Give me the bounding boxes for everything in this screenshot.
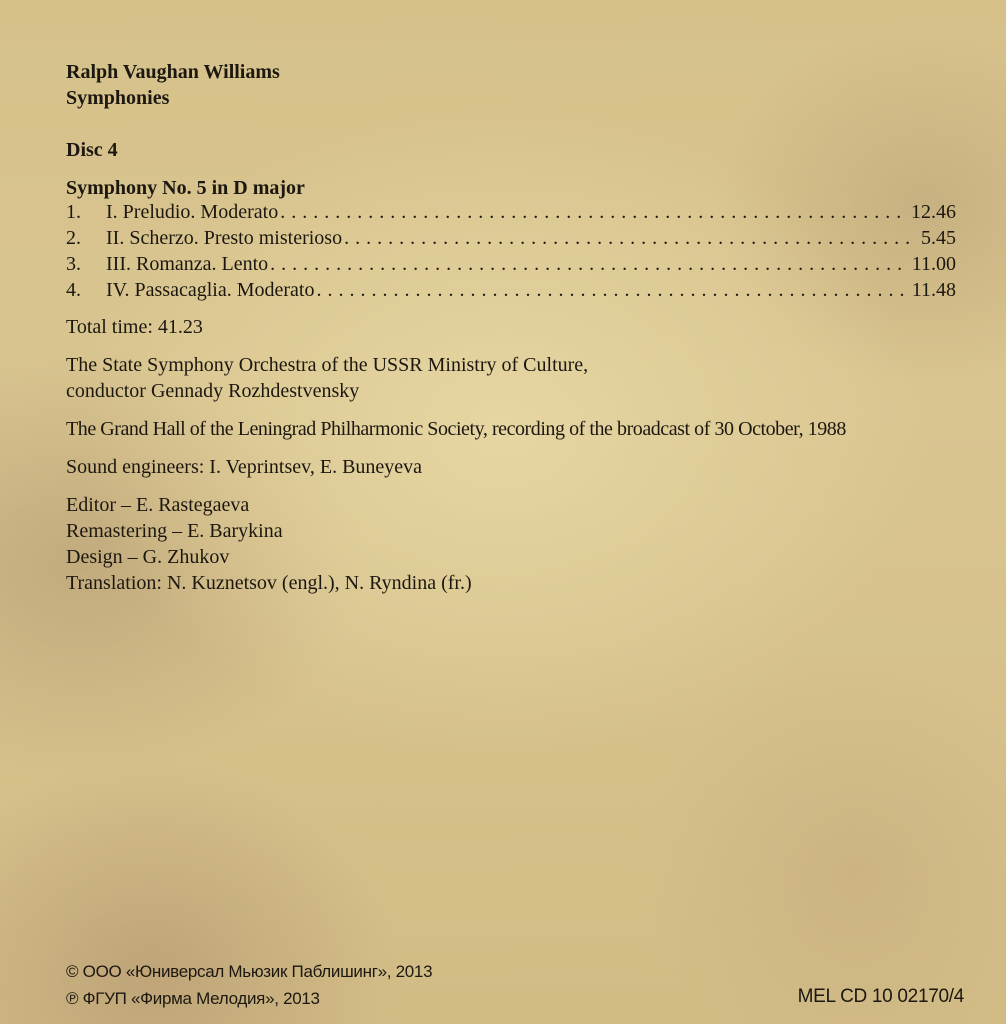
composer-name: Ralph Vaughan Williams <box>66 61 280 83</box>
dot-leader <box>316 277 907 303</box>
track-number: 3. <box>66 253 81 275</box>
track-row <box>66 277 956 303</box>
performers <box>66 352 588 404</box>
dot-leader <box>344 225 917 251</box>
track-number: 2. <box>66 227 81 249</box>
track-title: I. Preludio. Moderato <box>106 201 279 223</box>
copyright-line: © ООО «Юниверсал Мьюзик Паблишинг», 2013 <box>66 962 433 981</box>
recording-info: The Grand Hall of the Leningrad Philharmonic Society, recording of the broadcast of 30 October, 1988 <box>66 418 846 440</box>
design-credit: Design – G. Zhukov <box>66 546 230 568</box>
track-title: IV. Passacaglia. Moderato <box>106 279 315 301</box>
total-time: Total time: 41.23 <box>66 316 203 338</box>
editor-credit: Editor – E. Rastegaeva <box>66 494 250 516</box>
track-row <box>66 225 956 251</box>
conductor-line: conductor Gennady Rozhdestvensky <box>66 380 360 402</box>
disc-label: Disc 4 <box>66 139 118 161</box>
remastering-credit: Remastering – E. Barykina <box>66 520 283 542</box>
dot-leader <box>270 251 908 277</box>
track-duration: 11.00 <box>911 253 956 275</box>
track-row <box>66 199 956 225</box>
collection-title: Symphonies <box>66 87 170 109</box>
credits-block <box>66 492 472 596</box>
catalog-number: MEL CD 10 02170/4 <box>797 986 964 1007</box>
track-title: III. Romanza. Lento <box>106 253 269 275</box>
track-number: 1. <box>66 201 81 223</box>
dot-leader <box>280 199 907 225</box>
work-title: Symphony No. 5 in D major <box>66 177 305 199</box>
track-row <box>66 251 956 277</box>
track-title: II. Scherzo. Presto misterioso <box>106 227 343 249</box>
footer-rights <box>66 958 432 1012</box>
track-duration: 12.46 <box>911 201 956 223</box>
track-list <box>66 199 956 303</box>
track-duration: 11.48 <box>911 279 956 301</box>
track-duration: 5.45 <box>921 227 956 249</box>
album-header <box>66 59 280 111</box>
track-number: 4. <box>66 279 81 301</box>
translation-credit: Translation: N. Kuznetsov (engl.), N. Ryndina (fr.) <box>66 572 472 594</box>
phonogram-line: ℗ ФГУП «Фирма Мелодия», 2013 <box>66 989 320 1008</box>
sound-engineers: Sound engineers: I. Veprintsev, E. Buneyeva <box>66 456 423 478</box>
orchestra-line: The State Symphony Orchestra of the USSR Ministry of Culture, <box>66 354 589 376</box>
